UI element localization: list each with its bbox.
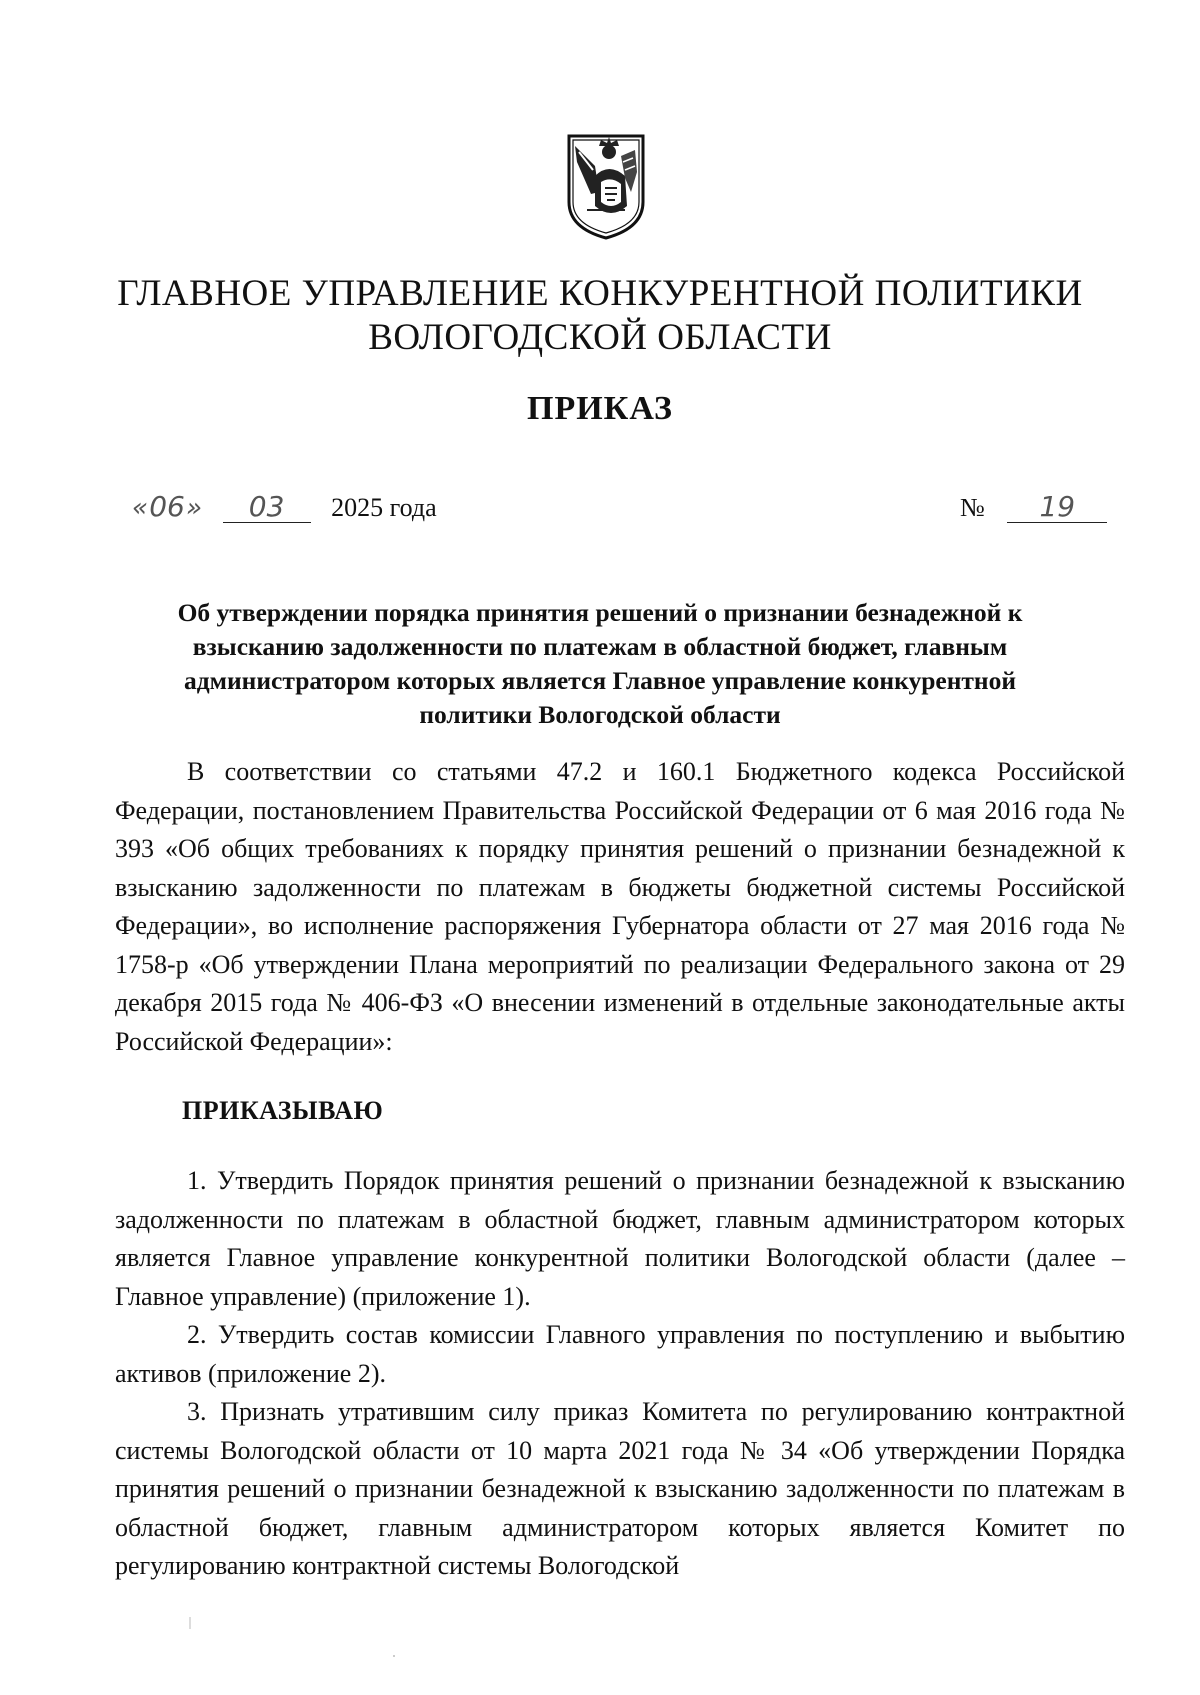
organization-name [80, 272, 1120, 360]
number-label: № [960, 493, 985, 522]
scan-speck [189, 1617, 191, 1629]
order-items [115, 1162, 1125, 1586]
order-item: 3. Признать утратившим силу приказ Комитета по регулированию контрактной системы Вологодской области от 10 марта 2021 года № 34 «Об утверждении Порядка принятия решений о признании безнадежной к взысканию задолженности по платежам в областной бюджет, главным администратором которых является Комитет по регулированию контрактной системы Вологодской [115, 1397, 1125, 1580]
date-month: 03 [223, 492, 311, 523]
date-year: 2025 года [331, 493, 437, 522]
date-quote-close: » [186, 493, 203, 523]
heading-line-4: политики Вологодской области [419, 700, 781, 729]
preamble-paragraph: В соответствии со статьями 47.2 и 160.1 Бюджетного кодекса Российской Федерации, постановлением Правительства Российской Федерации от 6 мая 2016 года № 393 «Об общих требованиях к порядку принятия решений о признании безнадежной к взысканию задолженности по платежам в бюджеты бюджетной системы Российской Федерации», во исполнение распоряжения Губернатора области от 27 мая 2016 года № 1758-р «Об утверждении Плана мероприятий по реализации Федерального закона от 29 декабря 2015 года № 406-ФЗ «О внесении изменений в отдельные законодательные акты Российской Федерации»: [115, 757, 1125, 1056]
document-type: ПРИКАЗ [527, 390, 673, 427]
heading-line-1: Об утверждении порядка принятия решений о признании безнадежной к [177, 598, 1023, 627]
document-number [960, 492, 1107, 523]
scan-speck [393, 1655, 395, 1657]
date-day: 06 [149, 490, 185, 523]
document-date [132, 492, 447, 532]
coat-of-arms-icon [565, 132, 647, 242]
organization-line-2: ВОЛОГОДСКОЙ ОБЛАСТИ [368, 317, 832, 358]
order-item: 2. Утвердить состав комиссии Главного управления по поступлению и выбытию активов (приложение 2). [115, 1320, 1125, 1388]
preamble-section [115, 753, 1125, 1061]
order-item: 1. Утвердить Порядок принятия решений о признании безнадежной к взысканию задолженности по платежам в областной бюджет, главным администратором которых является Главное управление конкурентной политики Вологодской области (далее – Главное управление) (приложение 1). [115, 1166, 1125, 1311]
command-word: ПРИКАЗЫВАЮ [182, 1096, 384, 1125]
heading-line-3: администратором которых является Главное управление конкурентной [183, 666, 1017, 695]
number-value: 19 [1007, 492, 1107, 523]
organization-line-1: ГЛАВНОЕ УПРАВЛЕНИЕ КОНКУРЕНТНОЙ ПОЛИТИКИ [117, 273, 1083, 314]
heading-line-2: взысканию задолженности по платежам в областной бюджет, главным [192, 632, 1008, 661]
date-quote-open: « [132, 493, 149, 523]
document-heading [120, 596, 1080, 732]
